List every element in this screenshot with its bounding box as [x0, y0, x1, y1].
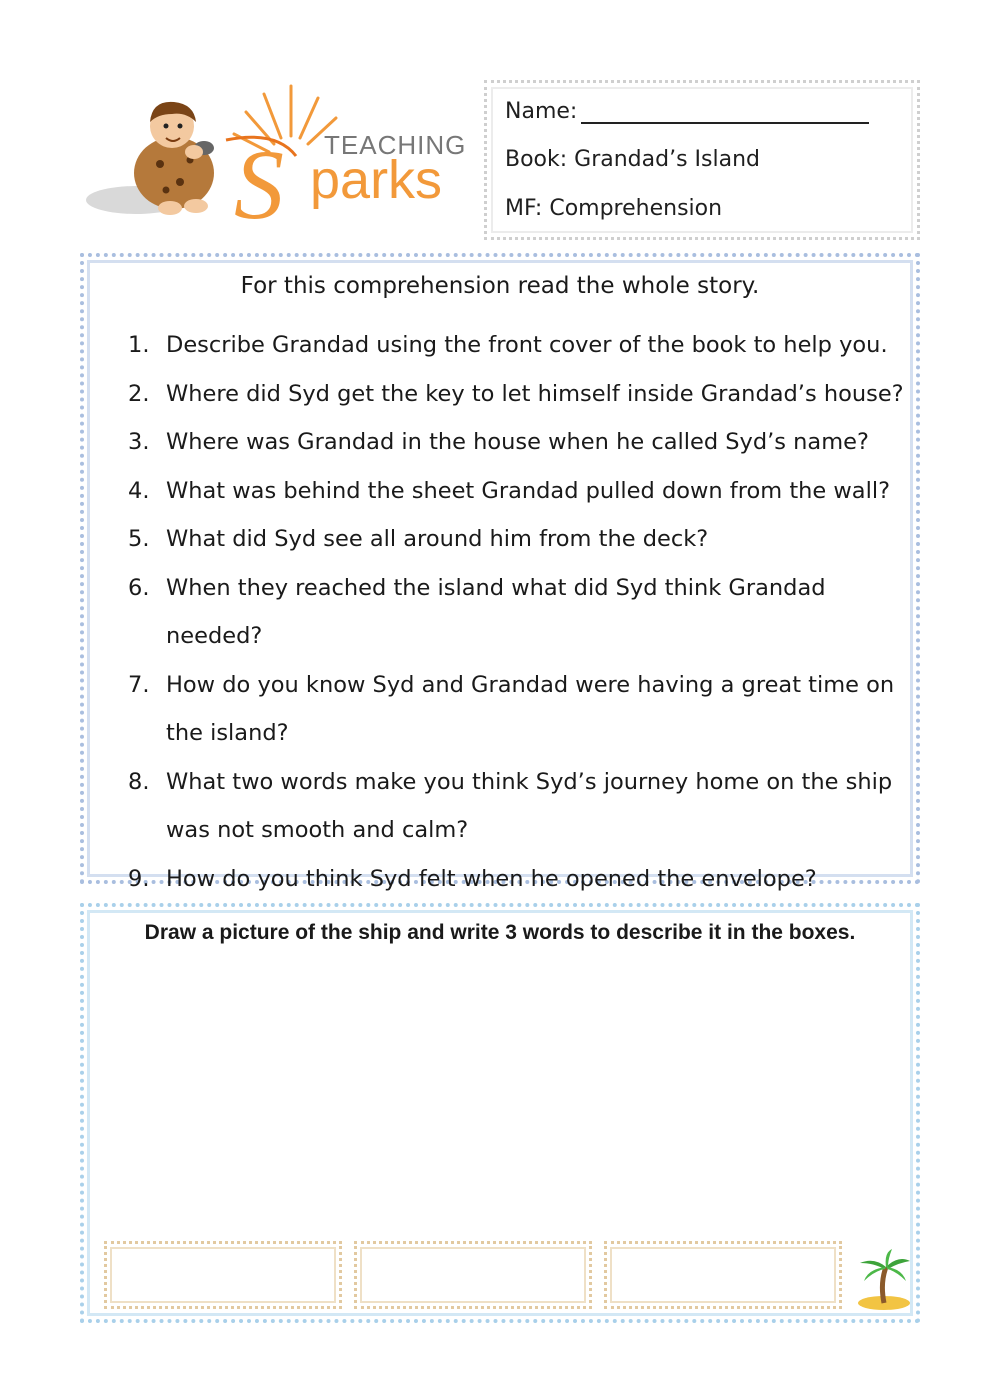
question-number: 9. — [128, 865, 150, 892]
teaching-sparks-logo — [86, 78, 476, 233]
questions-list — [128, 321, 908, 903]
name-label: Name: — [505, 99, 578, 124]
questions-intro: For this comprehension read the whole story. — [240, 273, 760, 299]
question-number: 2. — [128, 380, 150, 407]
question-item — [128, 370, 908, 419]
question-number: 4. — [128, 477, 150, 504]
caveman-mascot-icon — [86, 102, 214, 215]
word-box-1[interactable] — [104, 1241, 342, 1309]
question-item — [128, 661, 908, 758]
question-text: What two words make you think Syd’s journey home on the ship was not smooth and calm? — [166, 768, 893, 843]
question-text: When they reached the island what did Syd think Grandad needed? — [166, 574, 826, 649]
name-line — [505, 99, 869, 124]
book-label: Book: Grandad’s Island — [505, 147, 760, 172]
question-number: 1. — [128, 332, 150, 358]
drawing-instructions: Draw a picture of the ship and write 3 words to describe it in the boxes. — [144, 921, 856, 944]
word-box-3[interactable] — [604, 1241, 842, 1309]
questions-box — [80, 253, 920, 892]
drawing-box[interactable] — [80, 903, 920, 1323]
question-item — [128, 321, 908, 370]
question-text: What was behind the sheet Grandad pulled down from the wall? — [166, 477, 891, 504]
question-item — [128, 515, 908, 564]
question-number: 3. — [128, 429, 150, 455]
brand-top: TEACHING — [324, 130, 467, 160]
palm-tree-island-icon — [854, 1247, 914, 1311]
question-text: Describe Grandad using the front cover of the book to help you. — [166, 332, 888, 358]
question-text: Where did Syd get the key to let himself inside Grandad’s house? — [166, 380, 904, 407]
question-number: 7. — [128, 671, 150, 698]
question-item — [128, 758, 908, 855]
question-item — [128, 467, 908, 516]
question-number: 5. — [128, 526, 150, 552]
question-text: Where was Grandad in the house when he called Syd’s name? — [166, 429, 869, 455]
student-info-box — [484, 80, 920, 240]
question-item — [128, 564, 908, 661]
question-number: 6. — [128, 574, 150, 601]
question-text: What did Syd see all around him from the deck? — [166, 526, 709, 552]
brand-bottom: parks — [310, 150, 443, 210]
question-item — [128, 418, 908, 467]
question-number: 8. — [128, 768, 150, 795]
mf-label: MF: Comprehension — [505, 196, 723, 221]
question-item — [128, 855, 908, 904]
word-box-2[interactable] — [354, 1241, 592, 1309]
question-text: How do you know Syd and Grandad were having a great time on the island? — [166, 671, 895, 746]
name-blank[interactable] — [581, 100, 869, 124]
brand-initial: S — [234, 129, 284, 233]
question-text: How do you think Syd felt when he opened the envelope? — [166, 865, 817, 892]
